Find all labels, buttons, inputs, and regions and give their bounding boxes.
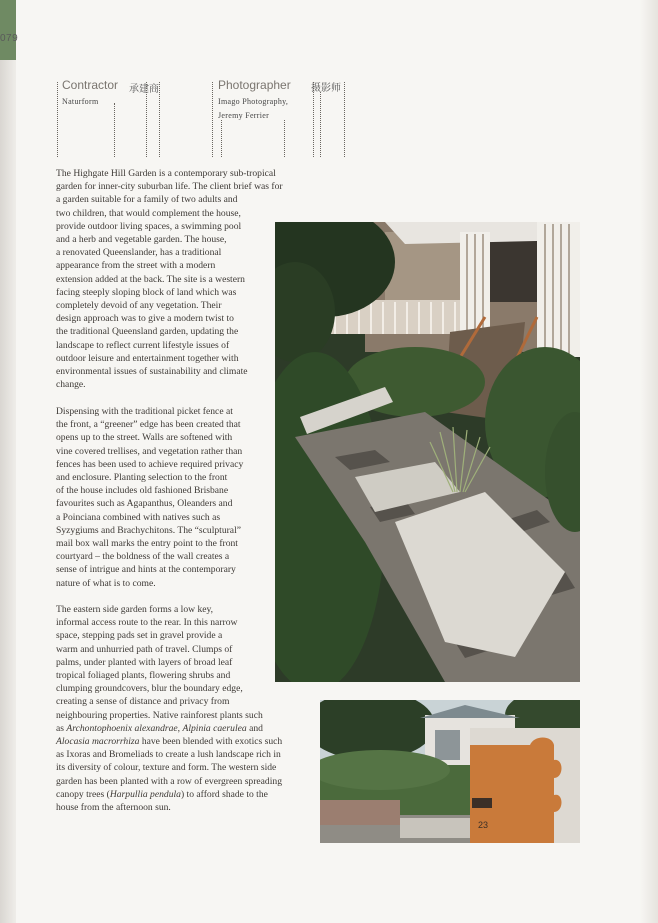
contractor-credit — [62, 78, 118, 109]
text-line: design approach was to give a modern twist to — [56, 313, 234, 325]
text-line: vine covered trellises, and vegetation rather than — [56, 445, 243, 457]
photographer-name-1: Imago Photography, — [218, 97, 289, 106]
photographer-label-cn: 摄影师 — [311, 83, 341, 94]
photographer-credit — [218, 78, 291, 123]
text-line: a renovated Queenslander, has a traditional — [56, 247, 222, 259]
text-line: courtyard – the boldness of the wall creates a — [56, 551, 230, 563]
text-line: outdoor leisure and entertainment together with — [56, 352, 239, 364]
text-line: canopy trees (Harpullia pendula) to afford shade to the — [56, 788, 268, 800]
text-line: clumping groundcovers, blur the boundary edge, — [56, 683, 243, 695]
text-line: environmental issues of sustainability and climate — [56, 366, 248, 378]
contractor-label-cn: 承建商 — [129, 84, 159, 95]
text-line: garden for inner-city suburban life. The client brief was for — [56, 181, 283, 193]
dotted-rule — [320, 92, 321, 157]
text-line: informal access route to the rear. In this narrow — [56, 617, 238, 629]
paragraph-intro — [56, 167, 283, 391]
dotted-rule — [159, 82, 160, 157]
front-garden-photo — [275, 222, 580, 682]
photographer-name-2: Jeremy Ferrier — [218, 111, 270, 120]
mailbox-wall-illustration — [320, 700, 580, 843]
photographer-label-cn-wrap — [311, 78, 341, 96]
dotted-rule — [221, 120, 222, 157]
front-garden-illustration — [275, 222, 580, 682]
text-line: landscape to reflect current lifestyle issues of — [56, 339, 230, 351]
dotted-rule — [344, 82, 345, 157]
text-line: the traditional Queensland garden, updating the — [56, 326, 239, 338]
text-line: Dispensing with the traditional picket fence at — [56, 406, 233, 417]
contractor-label-cn-wrap — [129, 79, 159, 97]
text-line: appearance from the street with a modern — [56, 260, 216, 272]
text-line: of the house includes old fashioned Brisbane — [56, 485, 229, 497]
house-number: 23 — [478, 820, 489, 830]
text-line: its diversity of colour, texture and form. The western side — [56, 762, 277, 774]
text-line: palms, under planted with layers of broad leaf — [56, 656, 233, 668]
text-line: provide outdoor living spaces, a swimming pool — [56, 220, 242, 232]
text-line: two children, that would complement the house, — [56, 207, 241, 219]
photographer-label: Photographer — [218, 78, 291, 92]
text-line: warm and unhurried path of travel. Clumps of — [56, 643, 233, 655]
text-line: The eastern side garden forms a low key, — [56, 604, 214, 615]
dotted-rule — [284, 120, 285, 157]
dotted-rule — [212, 82, 213, 157]
section-tab — [0, 0, 19, 60]
paragraph-side-garden — [56, 603, 282, 814]
text-line: mail box wall marks the entry point to the front — [56, 538, 238, 550]
text-line: extension added at the back. The site is a western — [56, 273, 245, 285]
text-line: the front, a “greener” edge has been created that — [56, 419, 241, 431]
text-line: as Archontophoenix alexandrae, Alpinia caerulea and — [56, 722, 263, 734]
text-line: house from the afternoon sun. — [56, 802, 171, 814]
page-gutter — [0, 60, 16, 923]
text-line: neighbouring properties. Native rainforest plants such — [56, 709, 263, 721]
text-line: and enclosure. Planting selection to the front — [56, 472, 228, 484]
text-line: space, stepping pads set in gravel provide a — [56, 630, 223, 642]
text-line: Alocasia macrorrhiza have been blended with exotics such — [56, 736, 283, 748]
text-line: opens up to the street. Walls are softened with — [56, 432, 233, 444]
contractor-name: Naturform — [62, 97, 99, 106]
text-line: favourites such as Agapanthus, Oleanders and — [56, 498, 233, 510]
text-line: facing steeply sloping block of land which was — [56, 286, 237, 298]
page-number: 079 — [0, 33, 19, 44]
text-line: nature of what is to come. — [56, 577, 156, 589]
text-line: and a herb and vegetable garden. The house, — [56, 234, 227, 246]
text-line: a Poinciana combined with natives such as — [56, 511, 221, 523]
text-line: garden has been planted with a row of evergreen spreading — [56, 775, 282, 787]
text-line: Syzygiums and Brachychitons. The “sculptural” — [56, 524, 241, 536]
page-right-edge — [640, 0, 658, 923]
text-line: as Ixoras and Bromeliads to create a lush landscape rich in — [56, 749, 281, 761]
text-line: creating a sense of distance and privacy from — [56, 696, 230, 708]
text-line: sense of intrigue and hints at the contemporary — [56, 564, 236, 576]
mailbox-wall-photo — [320, 700, 580, 843]
text-line: The Highgate Hill Garden is a contemporary sub-tropical — [56, 168, 276, 179]
text-line: completely devoid of any vegetation. Their — [56, 300, 222, 312]
contractor-label: Contractor — [62, 78, 119, 92]
text-line: change. — [56, 379, 86, 391]
text-line: tropical foliaged plants, flowering shrubs and — [56, 670, 231, 682]
text-line: fences has been used to achieve required privacy — [56, 458, 244, 470]
text-line: a garden suitable for a family of two adults and — [56, 194, 238, 206]
dotted-rule — [114, 103, 115, 157]
paragraph-front-garden — [56, 405, 243, 590]
dotted-rule — [57, 82, 58, 157]
